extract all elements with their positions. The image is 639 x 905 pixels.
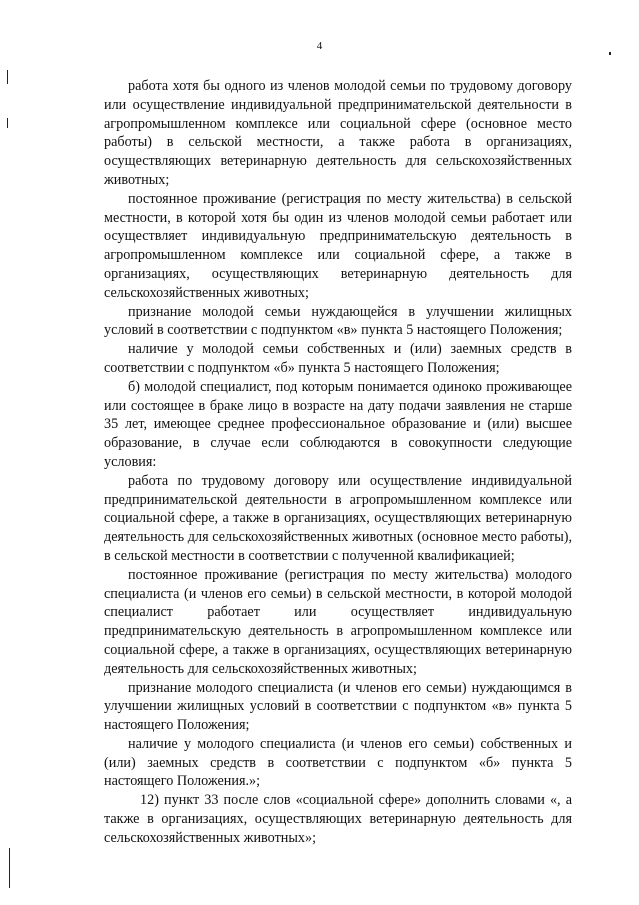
scan-mark	[7, 118, 8, 128]
paragraph: наличие у молодого специалиста (и членов его семьи) собственных и (или) заемных средств в соответствии с подпунктом «б» пункта 5 настоящего Положения.»;	[104, 735, 572, 790]
scan-mark	[609, 52, 611, 55]
paragraph: б) молодой специалист, под которым понимается одиноко проживающее или состоящее в браке лицо в возрасте на дату подачи заявления не старше 35 лет, имеющее среднее профессиональное образование и (или) высшее образование, в случае если соблюдаются в совокупности следующие условия:	[104, 378, 572, 470]
scan-mark	[9, 848, 10, 888]
document-body	[104, 77, 572, 848]
amendment-paragraph: 12) пункт 33 после слов «социальной сфере» дополнить словами «, а также в организациях, осуществляющих ветеринарную деятельность для сельскохозяйственных животных»;	[104, 792, 572, 846]
scan-mark	[7, 70, 8, 84]
paragraph: работа хотя бы одного из членов молодой семьи по трудовому договору или осуществление индивидуальной предпринимательской деятельности в агропромышленном комплексе или социальной сфере (основное место работы) в сельской местности, а также работа в организациях, осуществляющих ветеринарную деятельность для сельскохозяйственных животных;	[104, 78, 572, 188]
page-number: 4	[316, 40, 323, 52]
paragraph: работа по трудовому договору или осуществление индивидуальной предпринимательской деятельности в агропромышленном комплексе или социальной сфере, а также в организациях, осуществляющих ветеринарную деятельность для сельскохозяйственных животных (основное место работы), в сельской местности в соответствии с полученной квалификацией;	[104, 472, 572, 564]
paragraph: признание молодого специалиста (и членов его семьи) нуждающимся в улучшении жилищных условий в соответствии с подпунктом «в» пункта 5 настоящего Положения;	[104, 679, 572, 734]
paragraph: наличие у молодой семьи собственных и (или) заемных средств в соответствии с подпунктом «б» пункта 5 настоящего Положения;	[104, 341, 572, 376]
paragraph: постоянное проживание (регистрация по месту жительства) молодого специалиста (и членов его семьи) в сельской местности, в которой молодой специалист работает или осуществляет индивидуальную предпринимательскую деятельность в агропромышленном комплексе или социальной сфере, а также в организациях, осуществляющих ветеринарную деятельность для сельскохозяйственных животных;	[104, 566, 572, 677]
paragraph: постоянное проживание (регистрация по месту жительства) в сельской местности, в которой хотя бы один из членов молодой семьи работает или осуществляет индивидуальную предпринимательскую деятельность в агропромышленном комплексе или социальной сфере, а также в организациях, осуществляющих ветеринарную деятельность для сельскохозяйственных животных;	[104, 190, 572, 301]
paragraph: признание молодой семьи нуждающейся в улучшении жилищных условий в соответствии с подпунктом «в» пункта 5 настоящего Положения;	[104, 303, 572, 339]
